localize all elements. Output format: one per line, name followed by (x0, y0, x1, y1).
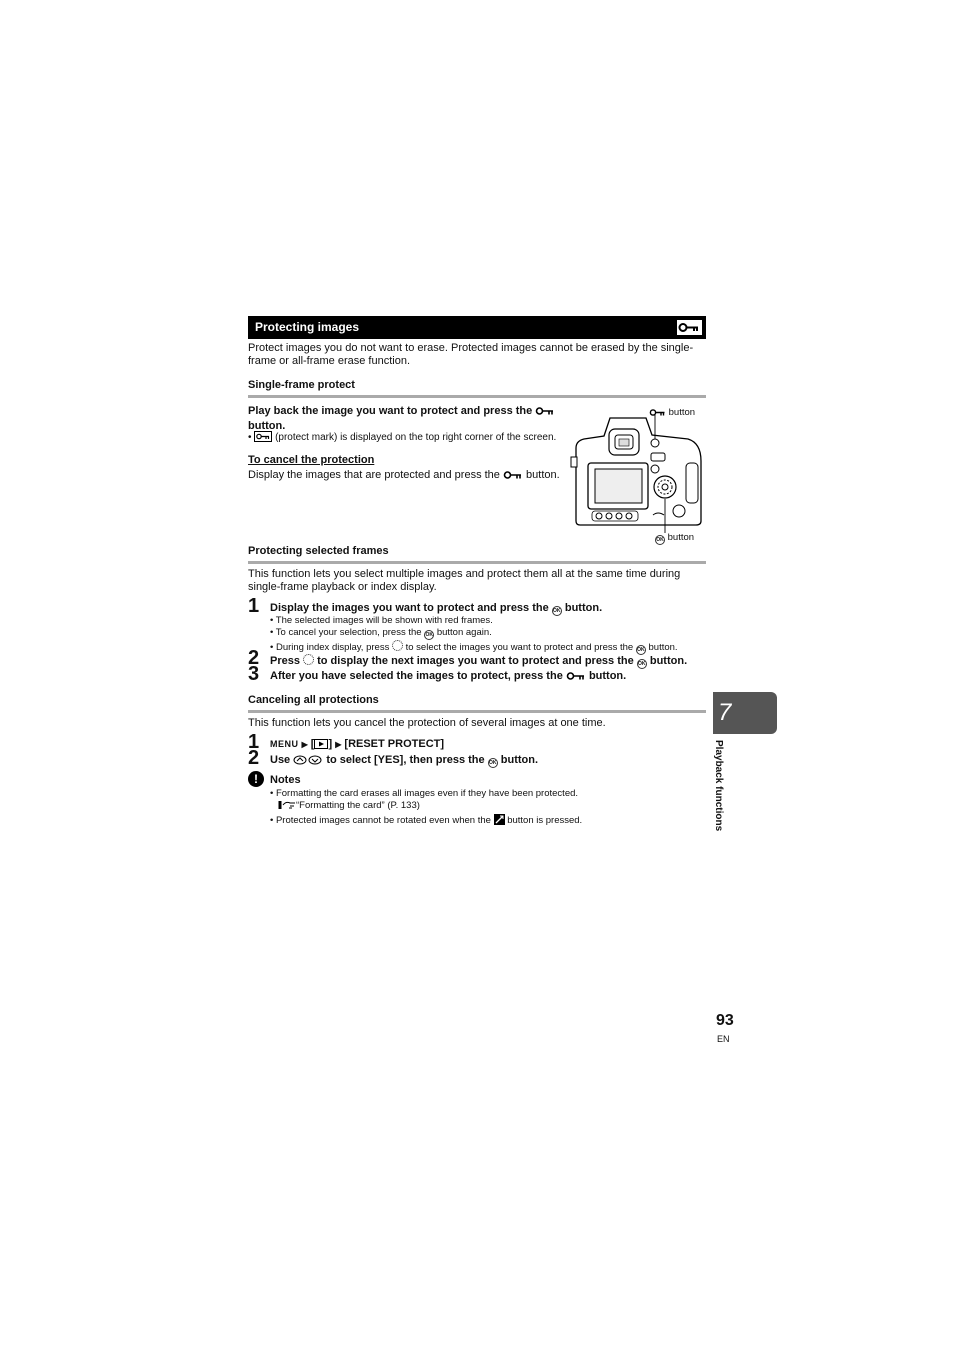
divider (248, 710, 706, 713)
cancel-all-heading: Canceling all protections (248, 694, 379, 706)
camera-back-drawing (568, 403, 708, 545)
section-title-bar (248, 316, 706, 339)
bracket-open: [ (310, 738, 315, 750)
bracket-close: ] (328, 738, 333, 750)
step-number: 3 (248, 663, 260, 685)
reset-protect-item: [RESET PROTECT] (344, 738, 445, 750)
protect-key-icon (566, 671, 586, 685)
step-number: 1 (248, 595, 260, 617)
selected-frames-intro-1: This function lets you select multiple images and protect them all at the same time during (248, 568, 681, 580)
callout-ok-label: button (667, 532, 695, 543)
chapter-label (711, 740, 727, 850)
cancel-protection-text (248, 469, 568, 484)
intro-line-1: Protect images you do not want to erase. Protected images cannot be erased by the single- (248, 342, 694, 354)
note-item: • Formatting the card erases all images even if they have been protected. (270, 788, 579, 799)
protect-mark-note: (protect mark) is displayed on the top right corner of the screen. (275, 432, 557, 443)
selected-step-3-text: After you have selected the images to protect, press the (270, 670, 563, 682)
bullet-text: button again. (436, 627, 492, 638)
selected-frames-intro-2: single-frame playback or index display. (248, 581, 437, 593)
menu-label: MENU (270, 739, 299, 749)
cancel-all-step-2-text: Use (270, 754, 291, 766)
arrow-right-icon: ▶ (335, 740, 342, 749)
protect-key-icon (503, 470, 523, 484)
cancel-protection-heading: To cancel the protection (248, 454, 375, 466)
bullet-text: During index display, press (275, 642, 390, 653)
single-frame-bullet: • (protect mark) is displayed on the top right corner of the screen. (248, 431, 568, 446)
rotate-icon (494, 814, 505, 829)
step-number: 2 (248, 647, 260, 669)
cancel-all-step-2-text-b: to select [YES], then press the (326, 754, 485, 766)
page-number: 93 (716, 1012, 734, 1029)
bullet-text: To cancel your selection, press the (275, 627, 422, 638)
cancel-protection-text-a: Display the images that are protected and press the (248, 469, 500, 481)
ok-icon: OK (637, 647, 645, 653)
page-language: EN (717, 1034, 730, 1044)
selected-step-1-text: Display the images you want to protect and press the (270, 602, 549, 614)
ok-icon: OK (638, 661, 646, 667)
selected-step-2-text: Press (270, 655, 300, 667)
bullet: • During index display, press to select the images you want to protect and press the OK button. (270, 642, 678, 653)
arrow-pad-icon (392, 640, 403, 651)
protect-key-icon (535, 406, 555, 420)
reference-icon (278, 800, 296, 814)
chapter-tab[interactable] (713, 692, 777, 734)
bullet: • To cancel your selection, press the OK button again. (270, 627, 492, 638)
callout-protect-label: button (668, 407, 696, 418)
selected-step-1-bullets (270, 615, 710, 655)
protect-button-callout (649, 407, 695, 421)
cancel-protection-text-b: button. (526, 469, 560, 481)
chapter-label-text: Playback functions (713, 740, 724, 832)
cancel-all-step-2 (270, 754, 538, 769)
selected-step-3-text-b: button. (588, 670, 627, 682)
protect-mark-icon (254, 431, 272, 446)
divider (248, 561, 706, 564)
single-frame-heading: Single-frame protect (248, 379, 355, 391)
selected-frames-heading: Protecting selected frames (248, 545, 389, 557)
single-frame-step (248, 405, 568, 433)
cancel-all-intro: This function lets you cancel the protection of several images at one time. (248, 717, 606, 729)
single-frame-step-text: Play back the image you want to protect and press the (248, 405, 533, 417)
arrow-right-icon: ▶ (301, 740, 308, 749)
cancel-all-step-2-text-c: button. (500, 754, 539, 766)
camera-illustration (568, 403, 708, 545)
selected-step-2-text-b: to display the next images you want to protect and press the (317, 655, 634, 667)
chapter-number: 7 (718, 699, 732, 726)
ok-button-callout (655, 532, 694, 545)
warning-icon: ! (248, 771, 264, 787)
ok-icon: OK (656, 537, 664, 543)
intro-text (248, 342, 708, 368)
divider (248, 395, 706, 398)
note-reference-text: “Formatting the card” (P. 133) (296, 800, 420, 811)
note-item: • Protected images cannot be rotated even when the button is pressed. (270, 814, 710, 829)
step-number: 1 (248, 731, 260, 753)
ok-icon: OK (425, 632, 433, 638)
ok-icon: OK (553, 608, 561, 614)
notes-list (270, 788, 710, 829)
arrow-pad-icon (303, 654, 314, 665)
selected-step-2 (270, 654, 687, 669)
bullet: • The selected images will be shown with red frames. (270, 615, 493, 626)
note-text: Formatting the card erases all images even if they have been protected. (275, 788, 579, 799)
note-reference (270, 800, 710, 814)
selected-step-1 (270, 602, 602, 616)
ok-icon: OK (488, 760, 497, 766)
protect-key-icon (676, 319, 703, 336)
single-frame-step-text-2: button. (248, 420, 286, 432)
up-down-arrows-icon (293, 755, 323, 769)
selected-step-3 (270, 670, 626, 685)
selected-frames-intro (248, 568, 708, 594)
selected-step-1-text-b: button. (564, 602, 603, 614)
page-title: Protecting images (255, 320, 360, 334)
note-text: button is pressed. (507, 815, 583, 826)
protect-key-icon (649, 408, 666, 421)
selected-step-2-text-c: button. (649, 655, 688, 667)
step-number: 2 (248, 747, 260, 769)
bullet-text: The selected images will be shown with red frames. (275, 615, 493, 626)
intro-line-2: frame or all-frame erase function. (248, 355, 411, 367)
notes-heading: Notes (270, 774, 301, 786)
bullet-text: to select the images you want to protect and press the (405, 642, 634, 653)
bullet-text: button. (648, 642, 678, 653)
playback-icon (314, 739, 328, 753)
cancel-all-step-1 (270, 738, 444, 753)
note-text: Protected images cannot be rotated even when the (275, 815, 491, 826)
